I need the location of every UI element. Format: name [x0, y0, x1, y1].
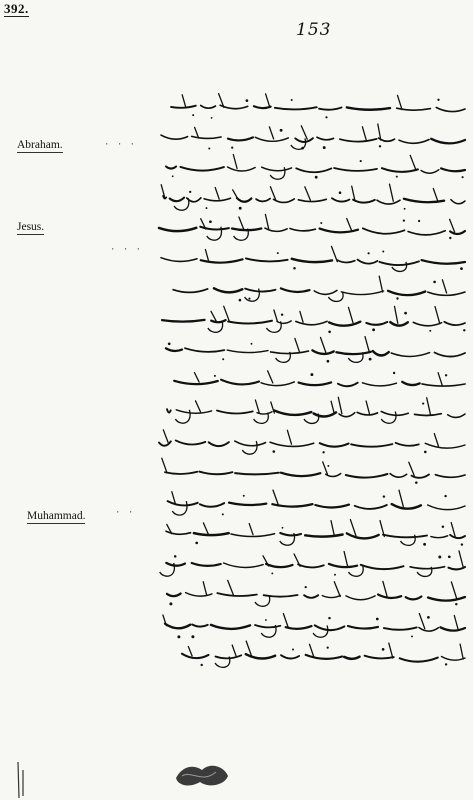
manuscript-line: [157, 121, 467, 151]
margin-dots: · · ·: [104, 140, 137, 150]
handwriting-strokes: [162, 151, 467, 181]
margin-dots: · · ·: [110, 245, 143, 255]
manuscript-line: [158, 304, 467, 334]
margin-note-abraham: Abraham.: [17, 139, 63, 151]
manuscript-line: [167, 90, 467, 120]
handwriting-strokes: [161, 456, 467, 486]
handwriting-strokes: [155, 212, 467, 242]
margin-note-muhammad: Muhammad.: [27, 510, 86, 522]
margin-note-jesus: Jesus.: [17, 221, 45, 233]
manuscript-line: [159, 182, 467, 212]
manuscript-line: [162, 517, 467, 547]
handwriting-strokes: [172, 639, 467, 669]
manuscript-line: [155, 212, 467, 242]
manuscript-line: [155, 426, 467, 456]
manuscript-line: [161, 609, 467, 639]
handwriting-strokes: [159, 487, 467, 517]
folio-number: 392.: [4, 1, 29, 16]
manuscript-line: [163, 395, 467, 425]
handwriting-strokes: [158, 304, 467, 334]
margin-dots: · ·: [115, 508, 135, 518]
manuscript-line: [172, 639, 467, 669]
handwriting-strokes: [161, 609, 467, 639]
manuscript-line: [161, 456, 467, 486]
manuscript-line: [157, 243, 467, 273]
handwriting-strokes: [163, 578, 467, 608]
manuscript-line: [159, 487, 467, 517]
handwriting-strokes: [167, 365, 467, 395]
handwriting-strokes: [161, 273, 467, 303]
handwriting-strokes: [157, 121, 467, 151]
handwriting-strokes: [157, 548, 467, 578]
handwriting-strokes: [159, 182, 467, 212]
handwriting-strokes: [167, 90, 467, 120]
handwriting-strokes: [162, 334, 467, 364]
margin-pen-stroke-icon: [14, 760, 54, 800]
manuscript-line: [161, 273, 467, 303]
handwriting-strokes: [157, 243, 467, 273]
manuscript-line: [162, 334, 467, 364]
manuscript-line: [162, 151, 467, 181]
handwriting-strokes: [155, 426, 467, 456]
handwriting-strokes: [163, 395, 467, 425]
manuscript-line: [163, 578, 467, 608]
manuscript-line: [167, 365, 467, 395]
manuscript-text-block: [152, 90, 467, 790]
manuscript-line: [157, 548, 467, 578]
page-number: 153: [296, 20, 332, 40]
ink-blot-icon: [172, 758, 232, 790]
handwriting-strokes: [162, 517, 467, 547]
